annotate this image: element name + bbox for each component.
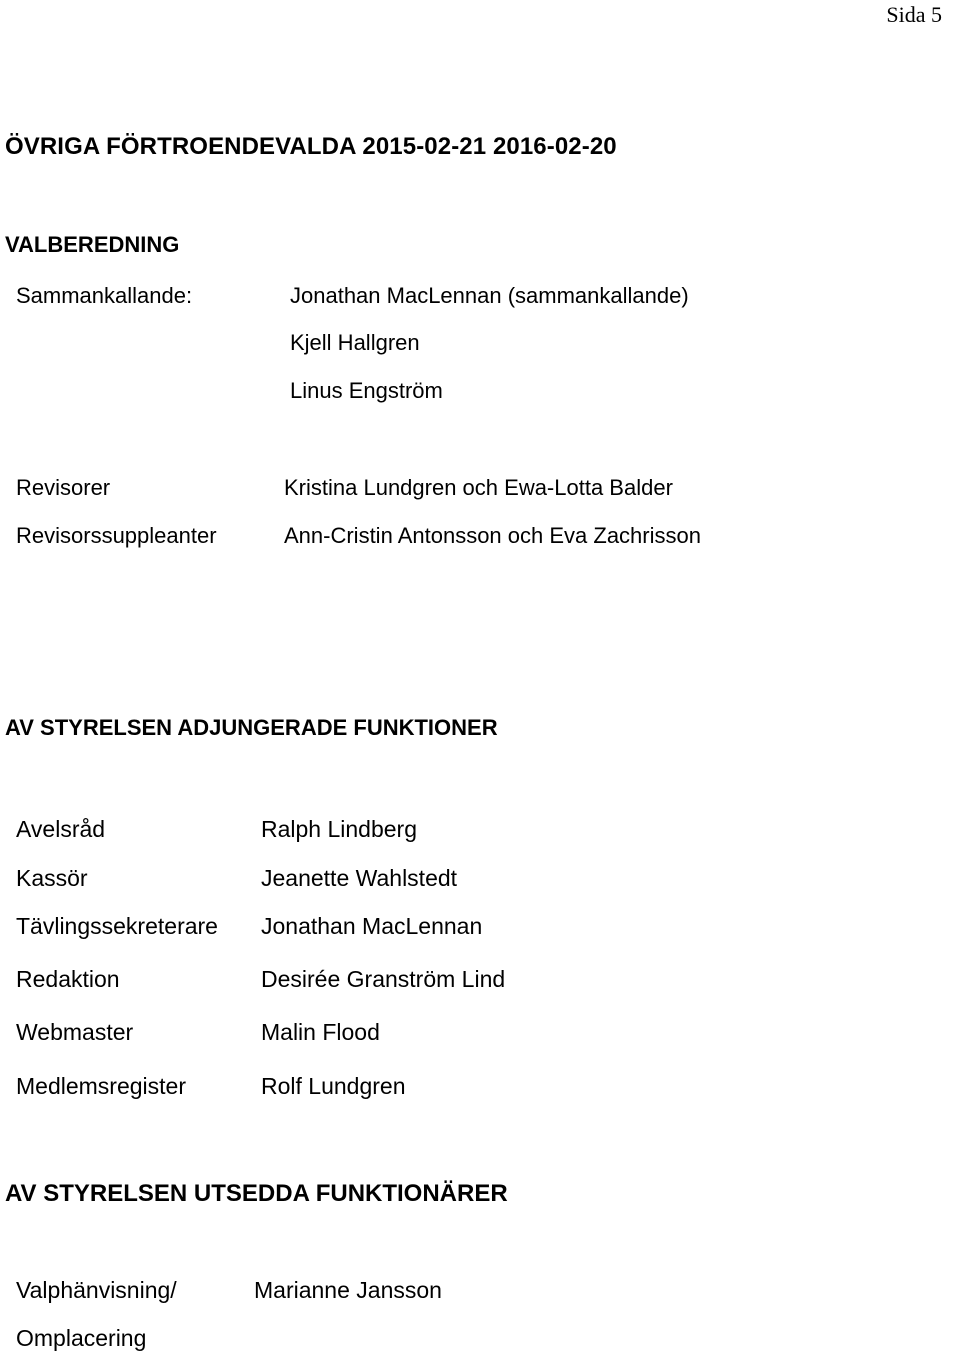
role-label: Omplacering bbox=[16, 1325, 147, 1351]
revisorer-value: Kristina Lundgren och Ewa-Lotta Balder bbox=[284, 475, 673, 500]
valberedning-heading: VALBEREDNING bbox=[5, 232, 180, 257]
role-label: Tävlingssekreterare bbox=[16, 913, 218, 939]
valberedning-member: Linus Engström bbox=[290, 378, 443, 403]
valberedning-member: Jonathan MacLennan (sammankallande) bbox=[290, 283, 689, 308]
utsedda-heading: AV STYRELSEN UTSEDDA FUNKTIONÄRER bbox=[5, 1180, 508, 1207]
revisorssuppleanter-label: Revisorssuppleanter bbox=[16, 523, 217, 548]
role-label: Kassör bbox=[16, 865, 88, 891]
person-name: Jeanette Wahlstedt bbox=[261, 865, 458, 891]
role-label: Redaktion bbox=[16, 966, 120, 992]
person-name: Desirée Granström Lind bbox=[261, 966, 506, 992]
role-label: Medlemsregister bbox=[16, 1073, 186, 1099]
person-name: Ralph Lindberg bbox=[261, 816, 418, 842]
person-name: Jonathan MacLennan bbox=[261, 913, 483, 939]
role-label: Avelsråd bbox=[16, 816, 106, 842]
person-name: Rolf Lundgren bbox=[261, 1073, 406, 1099]
valberedning-label: Sammankallande: bbox=[16, 283, 193, 308]
valberedning-member: Kjell Hallgren bbox=[290, 330, 420, 355]
adjungerade-heading: AV STYRELSEN ADJUNGERADE FUNKTIONER bbox=[5, 715, 498, 740]
revisorer-label: Revisorer bbox=[16, 475, 111, 500]
role-label: Webmaster bbox=[16, 1019, 134, 1045]
page-number: Sida 5 bbox=[886, 2, 942, 27]
person-name: Malin Flood bbox=[261, 1019, 380, 1045]
role-label: Valphänvisning/ bbox=[16, 1277, 177, 1303]
person-name: Marianne Jansson bbox=[254, 1277, 442, 1303]
revisorssuppleanter-value: Ann-Cristin Antonsson och Eva Zachrisson bbox=[284, 523, 701, 548]
main-title: ÖVRIGA FÖRTROENDEVALDA 2015-02-21 2016-02-20 bbox=[5, 133, 617, 160]
